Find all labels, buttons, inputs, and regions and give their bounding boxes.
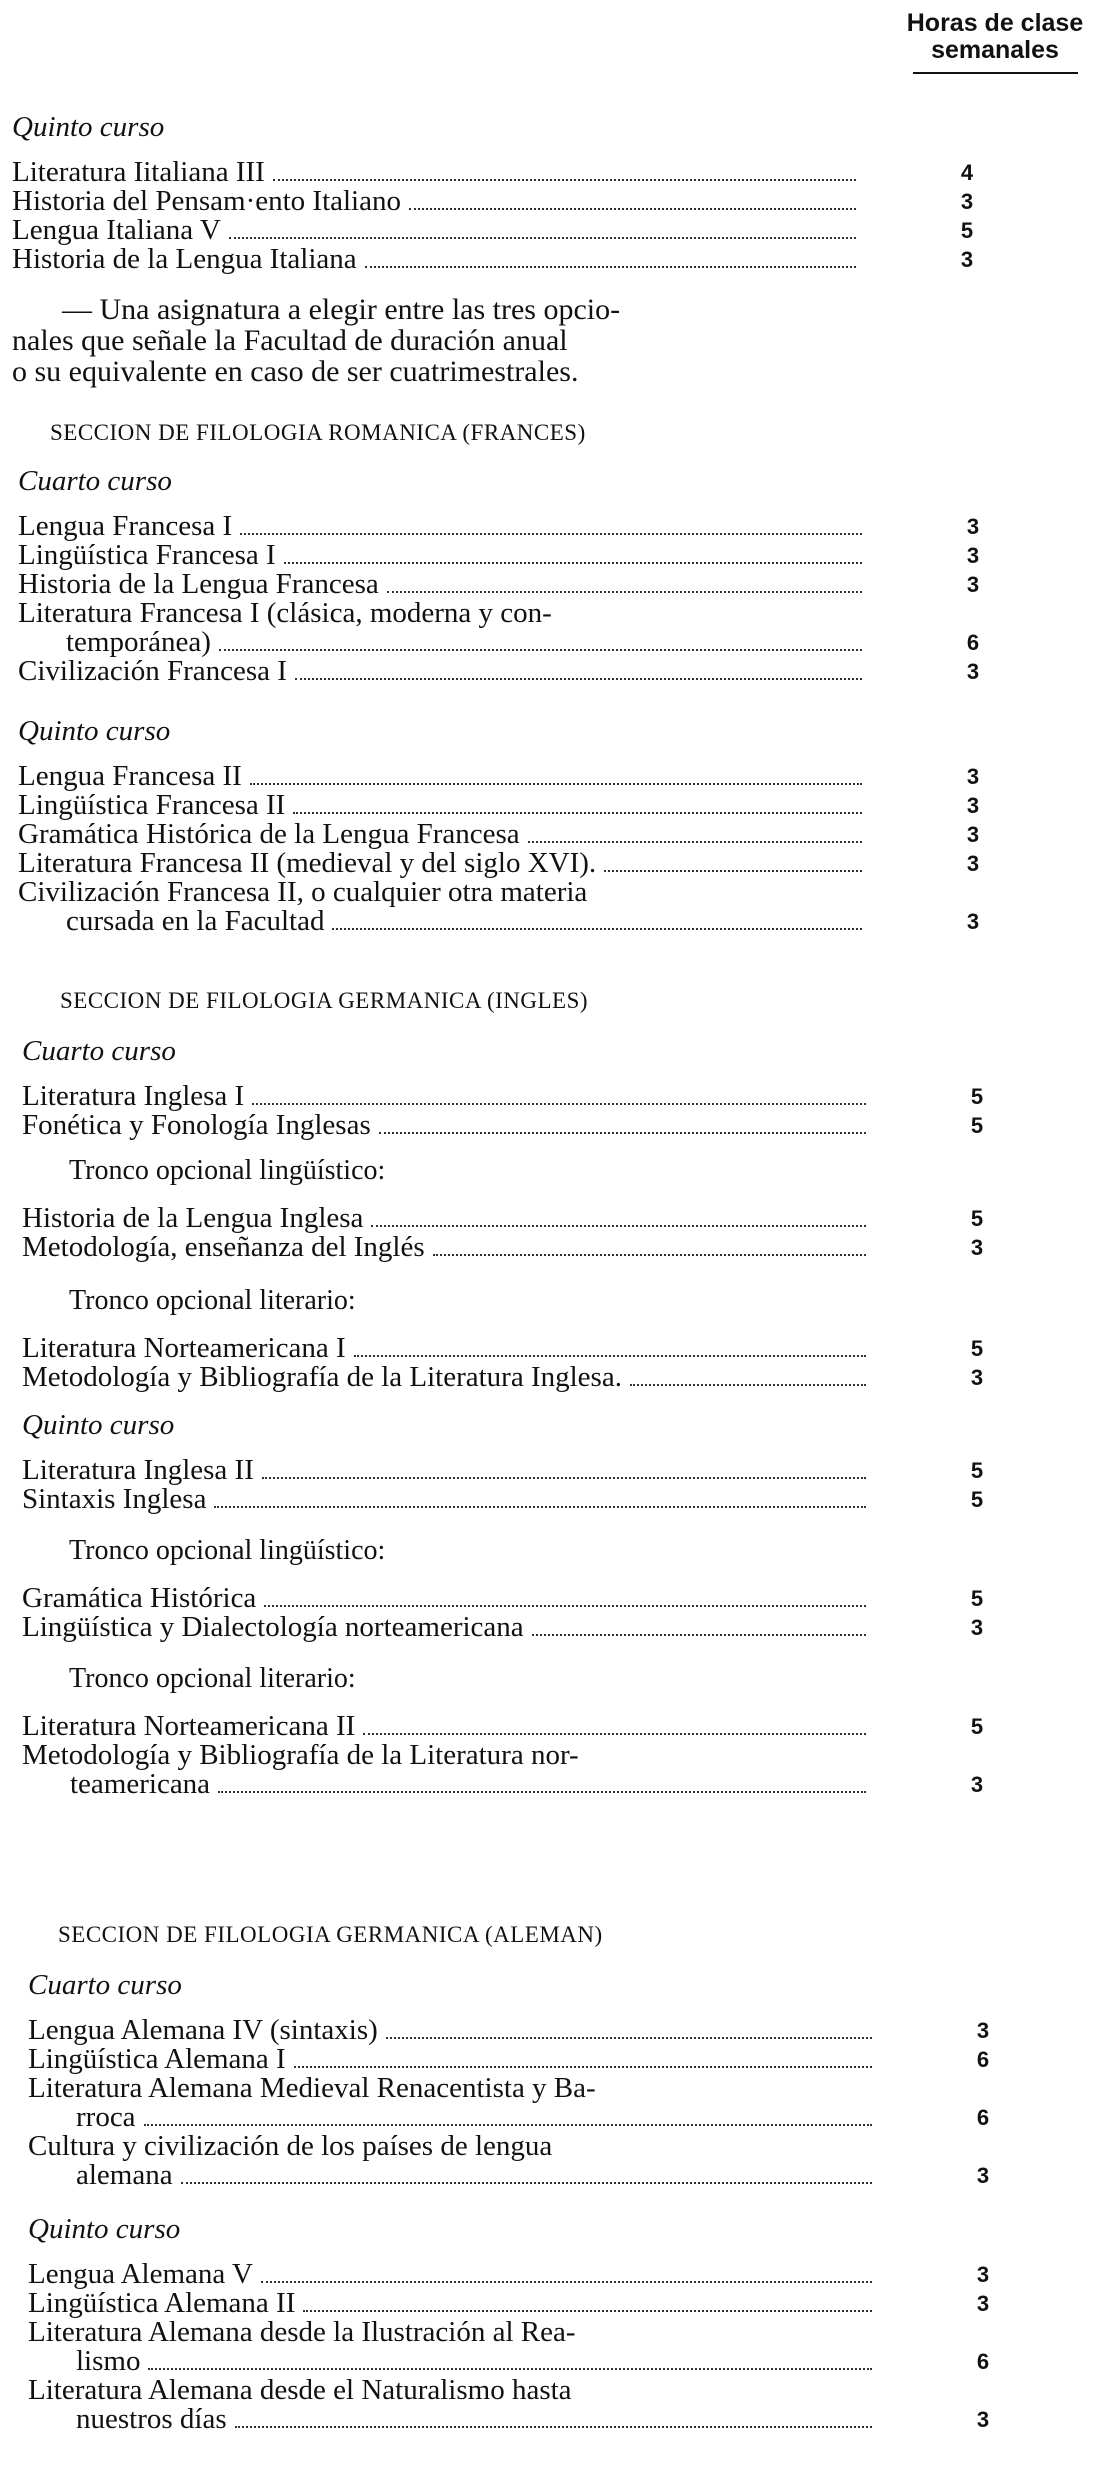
dot-leader [252,1103,866,1105]
dot-leader [261,2281,872,2283]
hours-value: 3 [966,822,980,847]
course-row [28,2316,990,2377]
hours-value: 4 [960,160,974,185]
course-row [18,760,980,792]
dot-leader [229,237,856,239]
course-row [28,2258,990,2290]
course-row [22,1739,984,1800]
course-row [22,1483,984,1515]
dot-leader [365,266,856,268]
course-row [18,568,980,600]
subject-name: Lingüística Alemana I [28,2043,286,2075]
course-row [18,847,980,879]
subject-name-continued [18,628,868,657]
subject-name-continued [28,2103,878,2132]
subject-name: Literatura Inglesa I [22,1080,245,1112]
dot-leader [250,783,862,785]
hours-value: 3 [966,764,980,789]
course-row [12,243,974,275]
hours-value: 3 [970,1615,984,1640]
subject-name-line-2: teamericana [70,1768,211,1800]
course-list [22,1710,984,1800]
hours-value: 3 [976,2018,990,2043]
subject-name: Literatura Iitaliana III [12,156,265,188]
hours-value: 6 [976,2105,990,2130]
subject-name: Gramática Histórica [22,1582,257,1614]
header-line-2: semanales [931,36,1059,64]
subject-name: Historia de la Lengua Francesa [18,568,379,600]
header-line-1: Horas de clase [906,9,1084,37]
dot-leader [332,928,862,930]
course-row [22,1361,984,1393]
subject-name: Lengua Francesa II [18,760,242,792]
hours-value: 3 [976,2163,990,2188]
dot-leader [218,1791,866,1793]
dot-leader [264,1605,866,1607]
subject-name: Lengua Alemana IV (sintaxis) [28,2014,378,2046]
course-row [28,2130,990,2191]
hours-value: 3 [970,1365,984,1390]
track-label: Tronco opcional literario: [69,1663,356,1694]
hours-value: 3 [966,572,980,597]
course-row [12,185,974,217]
course-row [28,2072,990,2133]
subject-name-line-2: alemana [76,2159,173,2191]
section-heading: SECCION DE FILOLOGIA GERMANICA (ALEMAN) [58,1922,603,1947]
course-row [18,818,980,850]
course-row [22,1109,984,1141]
ingles-section [22,988,984,1800]
dot-leader [294,2066,872,2068]
subject-name: Historia de la Lengua Inglesa [22,1202,364,1234]
subject-name: Metodología, enseñanza del Inglés [22,1231,425,1263]
course-heading: Quinto curso [28,2213,181,2245]
dot-leader [240,533,862,535]
subject-name: Literatura Francesa I (clásica, moderna y con- [18,597,552,629]
subject-name-line-2: cursada en la Facultad [66,905,325,937]
course-heading: Quinto curso [22,1409,175,1441]
dot-leader [433,1254,866,1256]
course-row [22,1611,984,1643]
hours-value: 6 [976,2047,990,2072]
course-row [12,156,974,188]
subject-name-continued [22,1770,872,1799]
course-row [18,655,980,687]
hours-value: 5 [970,1113,984,1138]
subject-name: Literatura Inglesa II [22,1454,254,1486]
dot-leader [630,1384,866,1386]
course-row [28,2043,990,2075]
dot-leader [604,870,862,872]
hours-value: 3 [966,909,980,934]
subject-name-continued [28,2161,878,2190]
hours-value: 5 [970,1458,984,1483]
dot-leader [303,2310,872,2312]
dot-leader [148,2368,872,2370]
hours-value: 3 [970,1235,984,1260]
subject-name: Civilización Francesa II, o cualquier otra materia [18,876,588,908]
course-row [18,597,980,658]
dot-leader [284,562,862,564]
header-rule [913,72,1078,74]
dot-leader [371,1225,866,1227]
subject-name: Lengua Italiana V [12,214,221,246]
course-heading: Quinto curso [12,111,165,143]
subject-name: Lengua Francesa I [18,510,233,542]
aleman-section [28,1922,990,2435]
course-row [22,1454,984,1486]
course-row [22,1202,984,1234]
dot-leader [273,179,856,181]
hours-value: 5 [960,218,974,243]
note-line: nales que señale la Facultad de duración anual [12,324,568,357]
course-list [18,760,980,937]
track-label: Tronco opcional lingüístico: [69,1155,386,1186]
course-row [18,789,980,821]
course-row [18,876,980,937]
subject-name: Lingüística Francesa II [18,789,286,821]
course-list [28,2014,990,2191]
track-label: Tronco opcional literario: [69,1285,356,1316]
dot-leader [532,1634,866,1636]
hours-column-header [895,10,1095,74]
subject-name-line-2: rroca [76,2101,136,2133]
subject-name: Literatura Alemana Medieval Renacentista y Ba- [28,2072,596,2104]
dot-leader [295,678,862,680]
hours-value: 5 [970,1487,984,1512]
course-row [12,214,974,246]
dot-leader [144,2124,872,2126]
dot-leader [214,1506,866,1508]
subject-name: Literatura Alemana desde el Naturalismo hasta [28,2374,572,2406]
subject-name: Literatura Norteamericana I [22,1332,346,1364]
hours-value: 3 [966,851,980,876]
dot-leader [379,1132,866,1134]
course-list [22,1332,984,1393]
course-list [22,1582,984,1643]
course-heading: Quinto curso [18,715,171,747]
subject-name: Sintaxis Inglesa [22,1483,207,1515]
hours-value: 3 [966,659,980,684]
course-heading: Cuarto curso [22,1035,176,1067]
course-row [22,1231,984,1263]
course-row [28,2374,990,2435]
subject-name-line-2: temporánea) [66,626,211,658]
subject-name-continued [28,2405,878,2434]
dot-leader [354,1355,866,1357]
course-list [22,1080,984,1141]
dot-leader [219,649,862,651]
note-line: — Una asignatura a elegir entre las tres opcio- [62,293,621,326]
dot-leader [181,2182,872,2184]
hours-value: 3 [976,2262,990,2287]
course-row [18,510,980,542]
hours-value: 5 [970,1084,984,1109]
hours-value: 5 [970,1586,984,1611]
subject-name-line-2: lismo [76,2345,141,2377]
subject-name: Literatura Alemana desde la Ilustración al Rea- [28,2316,576,2348]
course-row [18,539,980,571]
course-list [18,510,980,687]
dot-leader [387,591,862,593]
hours-value: 3 [976,2407,990,2432]
subject-name: Cultura y civilización de los países de lengua [28,2130,553,2162]
course-row [22,1080,984,1112]
subject-name: Metodología y Bibliografía de la Literatura nor- [22,1739,579,1771]
course-row [28,2287,990,2319]
subject-name-continued [28,2347,878,2376]
course-heading: Cuarto curso [18,465,172,497]
dot-leader [386,2037,872,2039]
note-line: o su equivalente en caso de ser cuatrimestrales. [12,355,579,388]
subject-name: Civilización Francesa I [18,655,287,687]
dot-leader [293,812,862,814]
section-heading: SECCION DE FILOLOGIA ROMANICA (FRANCES) [50,420,586,445]
subject-name: Metodología y Bibliografía de la Literatura Inglesa. [22,1361,622,1393]
section-heading: SECCION DE FILOLOGIA GERMANICA (INGLES) [60,988,589,1013]
hours-value: 3 [960,189,974,214]
subject-name: Fonética y Fonología Inglesas [22,1109,371,1141]
hours-value: 6 [966,630,980,655]
italiana-quinto-block [12,110,974,388]
hours-value: 5 [970,1336,984,1361]
course-list [22,1202,984,1263]
hours-value: 6 [976,2349,990,2374]
dot-leader [409,208,856,210]
dot-leader [235,2426,872,2428]
course-row [22,1582,984,1614]
course-list [12,156,974,275]
subject-name: Historia de la Lengua Italiana [12,243,357,275]
subject-name: Lingüística y Dialectología norteamericana [22,1611,524,1643]
elective-note [12,294,864,387]
subject-name: Gramática Histórica de la Lengua Francesa [18,818,520,850]
hours-value: 3 [966,514,980,539]
subject-name: Lingüística Alemana II [28,2287,296,2319]
course-list [22,1454,984,1515]
course-row [22,1332,984,1364]
subject-name: Lingüística Francesa I [18,539,276,571]
subject-name-continued [18,907,868,936]
hours-value: 5 [970,1206,984,1231]
subject-name-line-2: nuestros días [76,2403,227,2435]
hours-value: 3 [970,1772,984,1797]
subject-name: Historia del Pensam·ento Italiano [12,185,401,217]
course-row [28,2014,990,2046]
dot-leader [262,1477,866,1479]
dot-leader [528,841,862,843]
course-heading: Cuarto curso [28,1969,182,2001]
hours-value: 3 [966,543,980,568]
course-row [22,1710,984,1742]
hours-value: 3 [976,2291,990,2316]
hours-value: 5 [970,1714,984,1739]
subject-name: Lengua Alemana V [28,2258,253,2290]
subject-name: Literatura Francesa II (medieval y del siglo XVI). [18,847,597,879]
hours-value: 3 [966,793,980,818]
hours-value: 3 [960,247,974,272]
track-label: Tronco opcional lingüístico: [69,1535,386,1566]
course-list [28,2258,990,2435]
frances-section [18,420,980,937]
dot-leader [363,1733,866,1735]
subject-name: Literatura Norteamericana II [22,1710,356,1742]
